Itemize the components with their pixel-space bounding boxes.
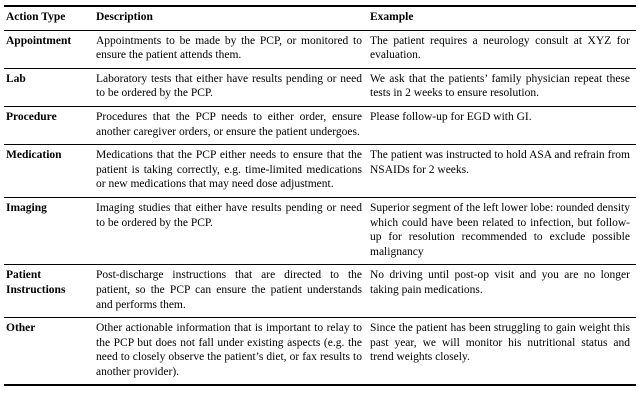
- action-type-cell: Appointment: [6, 34, 72, 47]
- action-type-cell: Procedure: [6, 110, 57, 123]
- table-row: [4, 68, 636, 106]
- action-type-table: [4, 5, 636, 386]
- description-cell: Post-discharge instructions that are directed to the patient, so the PCP can ensure the patient understands and performs them.: [96, 269, 362, 311]
- table-body: [4, 30, 636, 385]
- description-cell: Medications that the PCP either needs to ensure that the patient is taking correctly, e.g. time-limited medications or new medications that may need dose adjustment.: [96, 149, 362, 191]
- description-cell: Procedures that the PCP needs to either order, ensure another caregiver orders, or ensure the patient undergoes.: [96, 110, 362, 138]
- table-row: [4, 318, 636, 386]
- description-cell: Laboratory tests that either have results pending or need to be ordered by the PCP.: [96, 72, 362, 100]
- header-description: Description: [96, 11, 153, 23]
- description-cell: Other actionable information that is important to relay to the PCP but does not fall under existing aspects (e.g. the need to closely observe the patient’s diet, or fax results to another provider).: [96, 322, 362, 378]
- example-cell: Since the patient has been struggling to gain weight this past year, we will monitor his nutritional status and trend weights closely.: [370, 322, 630, 364]
- action-type-cell: Patient Instructions: [6, 269, 66, 296]
- table-header: [4, 6, 636, 30]
- action-type-cell: Imaging: [6, 201, 47, 214]
- description-cell: Appointments to be made by the PCP, or monitored to ensure the patient attends them.: [96, 34, 362, 62]
- table-row: [4, 145, 636, 198]
- header-example: Example: [370, 11, 414, 23]
- table-row: [4, 30, 636, 68]
- action-type-cell: Lab: [6, 72, 26, 85]
- header-row: [4, 6, 636, 30]
- header-action-type: Action Type: [6, 11, 66, 23]
- table-row: [4, 265, 636, 318]
- example-cell: Please follow-up for EGD with GI.: [370, 110, 532, 123]
- action-type-cell: Medication: [6, 149, 62, 162]
- example-cell: Superior segment of the left lower lobe: rounded density which could have been related to infection, but follow-up for resolution recommended to exclude possible malignancy: [370, 201, 630, 258]
- description-cell: Imaging studies that either have results pending or need to be ordered by the PCP.: [96, 201, 362, 229]
- table-row: [4, 106, 636, 144]
- action-type-cell: Other: [6, 322, 36, 335]
- table-row: [4, 197, 636, 264]
- example-cell: The patient was instructed to hold ASA and refrain from NSAIDs for 2 weeks.: [370, 149, 630, 176]
- example-cell: The patient requires a neurology consult at XYZ for evaluation.: [370, 34, 630, 62]
- example-cell: No driving until post-op visit and you are no longer taking pain medications.: [370, 269, 630, 296]
- example-cell: We ask that the patients’ family physician repeat these tests in 2 weeks to ensure resolution.: [370, 72, 630, 100]
